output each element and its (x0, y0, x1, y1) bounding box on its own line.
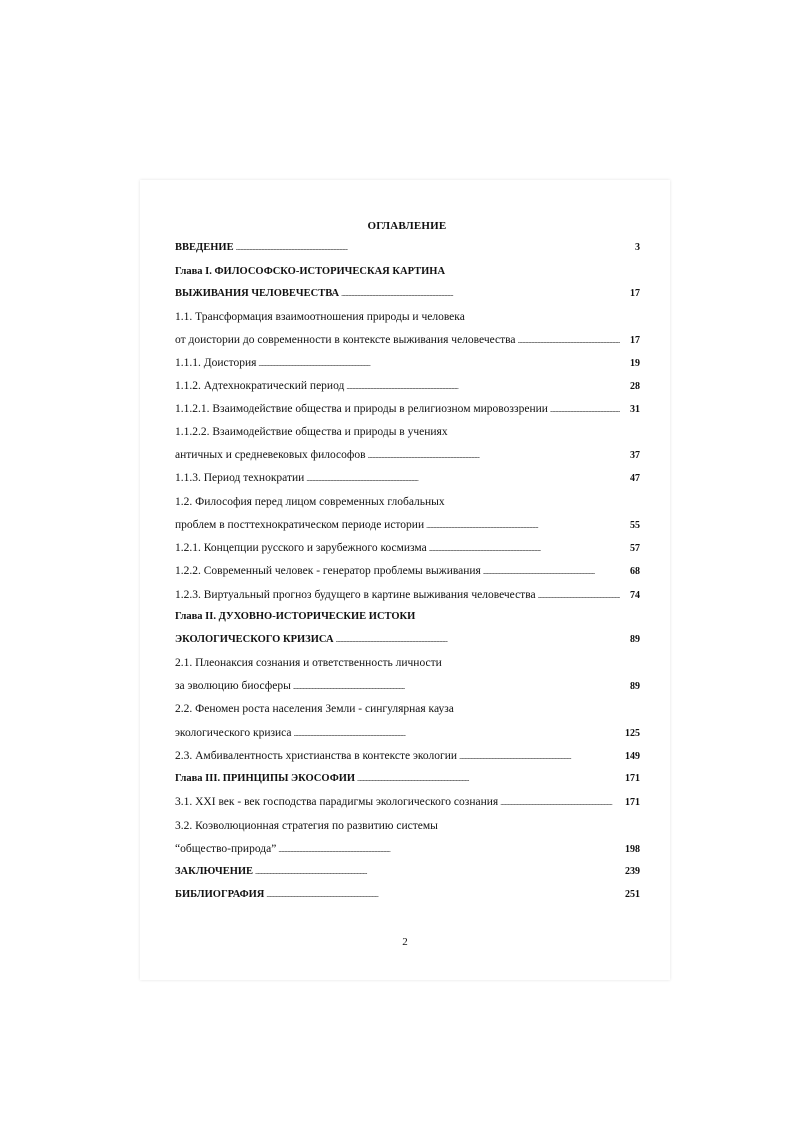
toc-entry-page: 251 (625, 889, 640, 900)
toc-entry (175, 449, 640, 465)
toc-entry (175, 311, 640, 327)
toc-leader-dots (336, 634, 620, 645)
toc-entry-page: 3 (635, 242, 640, 253)
toc-entry-page: 198 (625, 844, 640, 855)
toc-leader-dots (550, 403, 620, 415)
toc-leader-dots (518, 334, 620, 346)
toc-entry-page: 89 (630, 634, 640, 645)
toc-entry (175, 634, 640, 650)
toc-entry (175, 357, 640, 373)
toc-entry-label: античных и средневековых философов (175, 449, 366, 461)
toc-entry-page: 149 (625, 751, 640, 762)
toc-entry (175, 611, 640, 627)
page-number: 2 (402, 936, 408, 948)
toc-entry (175, 542, 640, 558)
toc-leader-dots (483, 565, 620, 577)
toc-entry-page: 171 (625, 773, 640, 784)
toc-entry-label: за эволюцию биосферы (175, 680, 291, 692)
toc-entry (175, 472, 640, 488)
toc-leader-dots (368, 449, 620, 461)
toc-entry-label: 1.1.2.1. Взаимодействие общества и природы в религиозном мировоззрении (175, 403, 548, 415)
toc-entry-page: 57 (630, 543, 640, 554)
toc-entry (175, 727, 640, 743)
toc-entry-page: 171 (625, 797, 640, 808)
toc-entry-page: 125 (625, 728, 640, 739)
toc-entry (175, 589, 640, 605)
toc-leader-dots (341, 288, 620, 299)
toc-entry-label: Глава I. ФИЛОСОФСКО-ИСТОРИЧЕСКАЯ КАРТИНА (175, 266, 446, 277)
toc-entry-label: ЭКОЛОГИЧЕСКОГО КРИЗИСА (175, 634, 334, 645)
toc-entry-page: 19 (630, 358, 640, 369)
toc-leader-dots (306, 472, 620, 484)
toc-entry-label: 3.1. XXI век - век господства парадигмы экологического сознания (175, 796, 499, 808)
toc-entry-label: ВВЕДЕНИЕ (175, 242, 234, 253)
toc-entry-page: 55 (630, 520, 640, 531)
toc-leader-dots (255, 866, 620, 877)
toc-leader-dots (459, 750, 620, 762)
toc-entry (175, 288, 640, 304)
toc-entry (175, 266, 640, 282)
toc-entry-label: 2.1. Плеонаксия сознания и ответственность личности (175, 657, 442, 669)
toc-entry-label: 1.1.3. Период технократии (175, 472, 305, 484)
toc-leader-dots (294, 727, 620, 739)
toc-entry (175, 773, 640, 789)
toc-entry (175, 519, 640, 535)
toc-entry-page: 17 (630, 335, 640, 346)
toc-entry (175, 889, 640, 905)
toc-entry (175, 866, 640, 882)
toc-entry (175, 565, 640, 581)
toc-entry (175, 680, 640, 696)
page-title: ОГЛАВЛЕНИЕ (367, 220, 447, 232)
toc-entry (175, 242, 640, 258)
toc-entry-label: 1.2.2. Современный человек - генератор проблемы выживания (175, 565, 481, 577)
toc-leader-dots (258, 357, 620, 369)
toc-entry-label: 2.3. Амбивалентность христианства в контексте экологии (175, 750, 458, 762)
toc-leader-dots (293, 680, 620, 692)
toc-entry-label: ЗАКЛЮЧЕНИЕ (175, 866, 254, 877)
toc-entry-label: проблем в посттехнократическом периоде истории (175, 519, 425, 531)
toc-entry (175, 426, 640, 442)
toc-leader-dots (278, 843, 620, 855)
toc-entry-page: 239 (625, 866, 640, 877)
toc-entry-label: экологического кризиса (175, 727, 292, 739)
toc-entry-label: 1.2.3. Виртуальный прогноз будущего в картине выживания человечества (175, 589, 536, 601)
toc-entry-label: 3.2. Коэволюционная стратегия по развитию системы (175, 820, 438, 832)
toc-leader-dots (426, 519, 620, 531)
toc-entry-label: 1.1.2. Адтехнократический период (175, 380, 345, 392)
toc-entry-page: 68 (630, 566, 640, 577)
toc-leader-dots (500, 796, 620, 808)
toc-leader-dots (357, 773, 620, 784)
toc-entry-label: БИБЛИОГРАФИЯ (175, 889, 265, 900)
toc-entry (175, 334, 640, 350)
toc-entry-page: 17 (630, 288, 640, 299)
toc-leader-dots (346, 380, 620, 392)
toc-leader-dots (236, 242, 620, 253)
toc-entry-page: 47 (630, 473, 640, 484)
toc-entry (175, 496, 640, 512)
toc-entry (175, 843, 640, 859)
toc-entry-page: 89 (630, 681, 640, 692)
toc-entry-label: 1.2. Философия перед лицом современных глобальных (175, 496, 445, 508)
toc-entry-label: 1.1.1. Доистория (175, 357, 257, 369)
toc-entry-page: 31 (630, 404, 640, 415)
toc-entry (175, 403, 640, 419)
toc-entry-label: 1.1. Трансформация взаимоотношения природы и человека (175, 311, 465, 323)
toc-entry-label: от доистории до современности в контексте выживания человечества (175, 334, 516, 346)
toc-entry (175, 796, 640, 812)
toc-entry-page: 74 (630, 590, 640, 601)
toc-entry-page: 28 (630, 381, 640, 392)
toc-entry (175, 657, 640, 673)
toc-leader-dots (266, 889, 620, 900)
toc-entry (175, 750, 640, 766)
toc-leader-dots (429, 542, 620, 554)
toc-entry-label: 1.1.2.2. Взаимодействие общества и природы в учениях (175, 426, 448, 438)
toc-entry-label: Глава III. ПРИНЦИПЫ ЭКОСОФИИ (175, 773, 356, 784)
toc-entry-label: 1.2.1. Концепции русского и зарубежного космизма (175, 542, 427, 554)
toc-entry-label: 2.2. Феномен роста населения Земли - сингулярная кауза (175, 703, 454, 715)
toc-entry (175, 380, 640, 396)
toc-entry-page: 37 (630, 450, 640, 461)
toc-entry-label: Глава II. ДУХОВНО-ИСТОРИЧЕСКИЕ ИСТОКИ (175, 611, 416, 622)
toc-entry-label: “общество-природа” (175, 843, 277, 855)
toc-entry (175, 703, 640, 719)
toc-entry-label: ВЫЖИВАНИЯ ЧЕЛОВЕЧЕСТВА (175, 288, 340, 299)
toc-leader-dots (538, 589, 620, 601)
toc-entry (175, 820, 640, 836)
